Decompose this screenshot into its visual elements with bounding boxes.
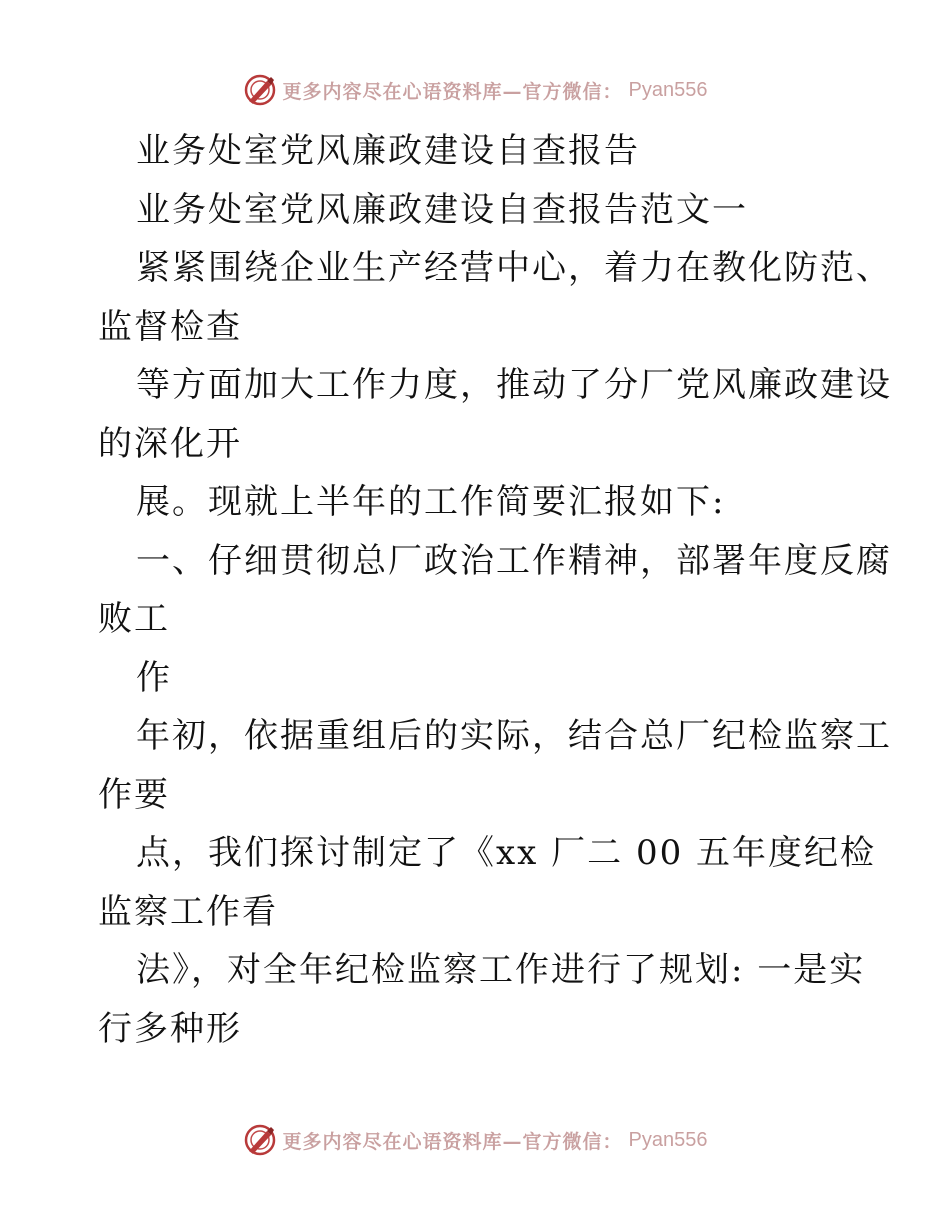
text-line: 作 bbox=[136, 657, 172, 698]
banner-text: 更多内容尽在心语资料库—官方微信： bbox=[282, 80, 623, 103]
text-line: 败工 bbox=[98, 599, 170, 639]
text-line: 展。现就上半年的工作简要汇报如下: bbox=[136, 482, 726, 522]
text-line: 作要 bbox=[98, 774, 170, 815]
text-line: 业务处室党风廉政建设自查报告 bbox=[136, 131, 640, 171]
text-line: 点，我们探讨制定了《xx 厂二 00 五年度纪检 bbox=[136, 833, 877, 873]
text-line: 的深化开 bbox=[98, 423, 242, 464]
text-line: 年初，依据重组后的实际，结合总厂纪检监察工 bbox=[136, 716, 892, 756]
banner-account: Pyan556 bbox=[628, 78, 708, 101]
pen-logo-icon bbox=[243, 73, 277, 107]
pen-logo-icon bbox=[243, 1123, 277, 1157]
text-line: 监察工作看 bbox=[98, 891, 278, 932]
banner-account: Pyan556 bbox=[628, 1128, 708, 1151]
text-line: 行多种形 bbox=[98, 1008, 242, 1049]
document-body bbox=[98, 122, 892, 1058]
header-banner bbox=[0, 70, 950, 110]
text-line: 业务处室党风廉政建设自查报告范文一 bbox=[136, 189, 748, 230]
text-line: 一、仔细贯彻总厂政治工作精神，部署年度反腐 bbox=[136, 540, 892, 581]
text-line: 法》，对全年纪检监察工作进行了规划: 一是实 bbox=[136, 950, 866, 990]
text-line: 紧紧围绕企业生产经营中心，着力在教化防范、 bbox=[136, 248, 892, 288]
banner-text: 更多内容尽在心语资料库—官方微信： bbox=[282, 1130, 623, 1153]
text-line: 监督检查 bbox=[98, 306, 242, 347]
text-line: 等方面加大工作力度，推动了分厂党风廉政建设 bbox=[136, 365, 892, 405]
footer-banner bbox=[0, 1120, 950, 1160]
